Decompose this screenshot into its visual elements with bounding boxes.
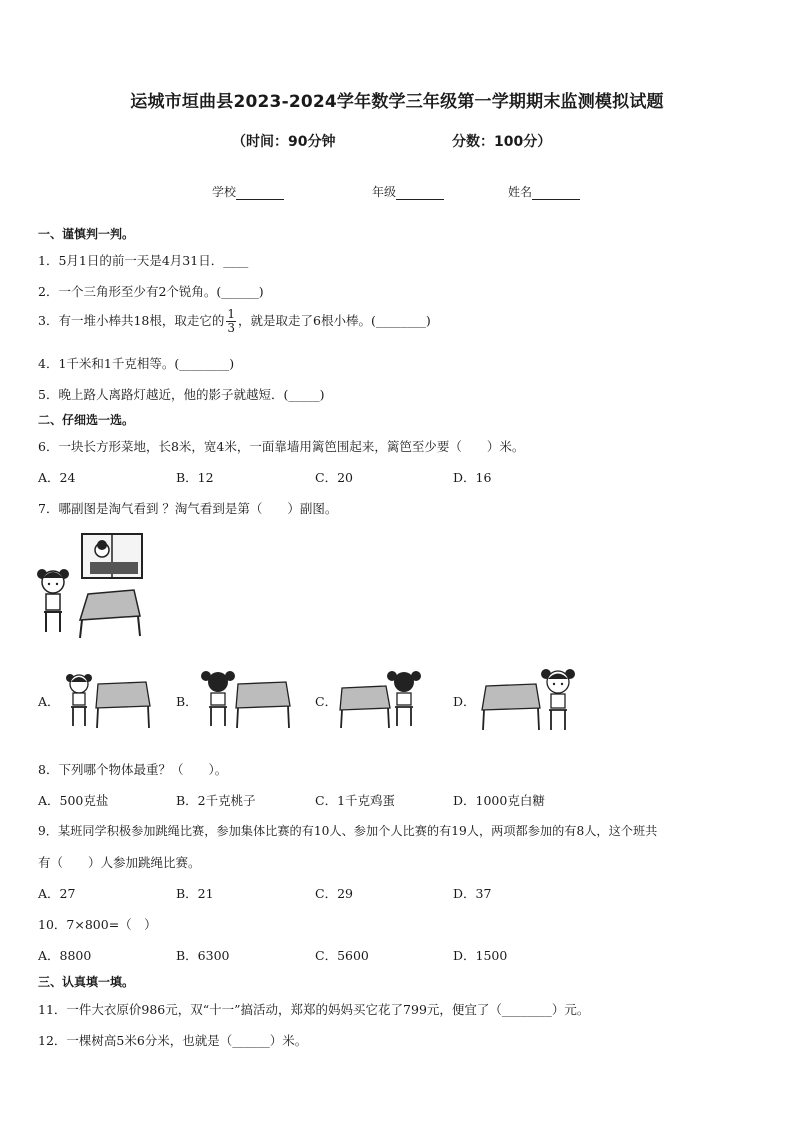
q8-option-d[interactable]: D．1000克白糖 bbox=[453, 793, 545, 808]
fraction-denominator: 3 bbox=[227, 321, 235, 335]
question-4: 4．1千米和1千克相等。(________) bbox=[38, 356, 235, 371]
page-title: 运城市垣曲县2023-2024学年数学三年级第一学期期末监测模拟试题 bbox=[130, 92, 664, 112]
q7-main-picture bbox=[36, 528, 160, 642]
q7-option-b-picture[interactable] bbox=[200, 666, 292, 736]
q7-option-b[interactable]: B． bbox=[176, 694, 198, 709]
q10-option-c[interactable]: C．5600 bbox=[315, 948, 369, 963]
q7-option-d[interactable]: D． bbox=[453, 694, 476, 709]
table-icon bbox=[96, 682, 150, 728]
name-blank[interactable] bbox=[532, 187, 580, 200]
q8-option-c[interactable]: C．1千克鸡蛋 bbox=[315, 793, 396, 808]
q10-option-d[interactable]: D．1500 bbox=[453, 948, 508, 963]
q7-option-c-picture[interactable] bbox=[336, 666, 426, 736]
question-6: 6．一块长方形菜地，长8米，宽4米，一面靠墙用篱笆围起来，篱笆至少要（ ）米。 bbox=[38, 439, 525, 454]
question-10: 10．7×800=（ ） bbox=[38, 917, 157, 932]
girl-back-icon bbox=[387, 671, 421, 726]
section-heading-3: 三、认真填一填。 bbox=[38, 975, 135, 989]
q6-option-c[interactable]: C．20 bbox=[315, 470, 353, 485]
question-7: 7．哪副图是淘气看到 ？淘气看到是第（ ）副图。 bbox=[38, 501, 338, 516]
grade-label: 年级 bbox=[372, 185, 397, 199]
q10-option-b[interactable]: B．6300 bbox=[176, 948, 230, 963]
q6-option-a[interactable]: A．24 bbox=[38, 470, 76, 485]
fraction-one-third bbox=[226, 308, 236, 335]
school-label: 学校 bbox=[212, 185, 237, 199]
window-icon bbox=[82, 534, 142, 578]
q6-option-d[interactable]: D．16 bbox=[453, 470, 492, 485]
q7-option-a-picture[interactable] bbox=[62, 666, 152, 736]
exam-score: 分数：100分） bbox=[452, 134, 552, 150]
section-heading-1: 一、谨慎判一判。 bbox=[38, 227, 135, 241]
question-9-line-2: 有（ ）人参加跳绳比赛。 bbox=[38, 855, 201, 870]
school-field[interactable] bbox=[212, 183, 284, 200]
question-12: 12．一棵树高5米6分米，也就是（______）米。 bbox=[38, 1033, 308, 1048]
girl-icon bbox=[37, 569, 69, 632]
q9-option-c[interactable]: C．29 bbox=[315, 886, 353, 901]
fraction-numerator: 1 bbox=[227, 307, 235, 321]
question-1: 1．5月1日的前一天是4月31日．____ bbox=[38, 253, 249, 268]
q7-option-a[interactable]: A． bbox=[38, 694, 60, 709]
question-3 bbox=[38, 308, 431, 335]
grade-field[interactable] bbox=[372, 183, 444, 200]
name-label: 姓名 bbox=[508, 185, 533, 199]
q8-option-a[interactable]: A．500克盐 bbox=[38, 793, 109, 808]
table-icon bbox=[482, 684, 540, 730]
question-2: 2．一个三角形至少有2个锐角。(______) bbox=[38, 284, 264, 299]
question-11: 11．一件大衣原价986元，双“十一”搞活动，郑郑的妈妈买它花了799元，便宜了（________）元。 bbox=[38, 1002, 590, 1017]
name-field[interactable] bbox=[508, 183, 580, 200]
q6-option-b[interactable]: B．12 bbox=[176, 470, 214, 485]
section-heading-2: 二、仔细选一选。 bbox=[38, 413, 135, 427]
question-3-pre: 3．有一堆小棒共18根，取走它的 bbox=[38, 313, 225, 328]
q10-option-a[interactable]: A．8800 bbox=[38, 948, 92, 963]
grade-blank[interactable] bbox=[396, 187, 444, 200]
question-9-line-1: 9．某班同学积极参加跳绳比赛，参加集体比赛的有10人、参加个人比赛的有19人，两项都参加的有8人，这个班共 bbox=[38, 824, 658, 838]
girl-back-icon bbox=[201, 671, 235, 726]
q9-option-a[interactable]: A．27 bbox=[38, 886, 76, 901]
q8-option-b[interactable]: B．2千克桃子 bbox=[176, 793, 256, 808]
table-icon bbox=[340, 686, 390, 728]
question-8: 8．下列哪个物体最重？（ ）。 bbox=[38, 762, 228, 777]
table-icon bbox=[80, 590, 140, 638]
q7-option-c[interactable]: C． bbox=[315, 694, 338, 709]
girl-icon bbox=[541, 669, 575, 730]
question-5: 5．晚上路人离路灯越近，他的影子就越短．(_____) bbox=[38, 387, 325, 402]
q7-option-d-picture[interactable] bbox=[476, 664, 580, 738]
school-blank[interactable] bbox=[236, 187, 284, 200]
q9-option-d[interactable]: D．37 bbox=[453, 886, 492, 901]
exam-time: （时间：90分钟 bbox=[232, 134, 336, 150]
girl-icon bbox=[66, 674, 92, 726]
q9-option-b[interactable]: B．21 bbox=[176, 886, 214, 901]
table-icon bbox=[236, 682, 290, 728]
question-3-post: ，就是取走了6根小棒。(________) bbox=[238, 313, 431, 328]
